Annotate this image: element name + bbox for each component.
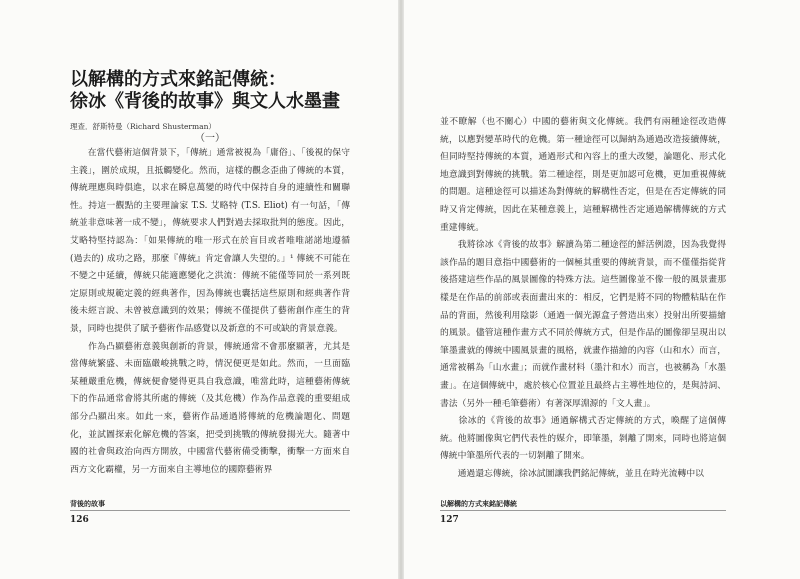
chapter-title-line-1: 以解構的方式來銘記傳統：: [70, 69, 286, 90]
section-heading: （一）: [195, 133, 225, 144]
paragraph: 徐冰的《背後的故事》通過解構式否定傳統的方式，喚醒了這個傳統。他將圖像與它們代表性的媒介，即筆墨，剝離了開來，同時也將這個傳統中筆墨所代表的一切剝離了開來。: [440, 416, 726, 462]
running-footer: 背後的故事: [70, 499, 105, 508]
author-line: 理查．舒斯特曼（Richard Shusterman）: [70, 122, 216, 131]
chapter-title-line-2: 徐冰《背後的故事》與文人水墨畫: [70, 91, 340, 112]
page-number: 127: [440, 515, 459, 525]
paragraph: 通過還忘傳統，徐冰試圖讓我們銘記傳統，並且在時光流轉中以: [440, 468, 704, 479]
left-page: [0, 0, 398, 579]
paragraph: 作為凸顯藝術意義與創新的背景，傳統通常不會那麼顯著，尤其是當傳統繁盛、未面臨嚴峻挑戰之時，情況便更是如此。然而，一旦面臨某種嚴重危機，傳統便會變得更具自我意識，唯當此時，這種藝術傳統下的作品通常會將其所處的傳統（及其危機）作為作品意義的重要組成部分凸顯出來。如此一來，藝術作品通過將傳統的危機論題化、問題化，並試圖探索化解危機的答案，把受到挑戰的傳統發揚光大。隨著中國的社會與政治向西方開放，中國當代藝術備受衝擊，衝擊一方面來自西方文化霸權，另一方面來自主導地位的國際藝術界: [70, 341, 350, 475]
running-footer: 以解構的方式來銘記傳統: [440, 499, 517, 508]
left-body-text: [70, 145, 353, 479]
footer-rule: [70, 510, 350, 511]
paragraph: 並不瞭解（也不關心）中國的藝術與文化傳統。我們有兩種途徑改造傳統，以應對變革時代的危機。第一種途徑可以歸納為通過改造接續傳統，但同時堅持傳統的本質，通過形式和內容上的重大改變，論題化、形式化地意識到對傳統的挑戰。第二種途徑，則是更加認可危機，更加重視傳統的問題。這種途徑可以描述為對傳統的解構性否定，但是在否定傳統的同時又肯定傳統，因此在某種意義上，這種解構性否定通過解構傳統的方式重建傳統。: [440, 117, 726, 233]
page-number: 126: [70, 515, 89, 525]
right-body-text: [440, 114, 726, 483]
paragraph: 在當代藝術這個背景下，「傳統」通常被視為「庸俗」、「後視的保守主義」，圍於成規，且抵觸變化。然而，這樣的觀念歪曲了傳統的本質，傳統理應與時俱進，以求在瞬息萬變的時代中保持自身的連續性和關聯性。持這一觀點的主要理論家 T.S. 艾略特 (T.S. Eliot) 有一句話，「傳統並非意味著一成不變」，傳統要求人們對過去採取批判的態度。因此，艾略特堅持認為：「如果傳統的唯一形式在於盲目或者唯唯諾諾地遵循 (過去的) 成功之路，那麼『傳統』肯定會讓人失望的。」¹ 傳統不可能在不變之中延續，傳統只能適應變化之洪流：傳統不能僅等同於一系列既定原則或規範定義的經典著作，因為傳統也囊括這些原則和經典著作背後未經言說、未曾被意識到的效果；傳統不僅提供了藝術創作產生的背景，同時也提供了賦予藝術作品感覺以及新意的不可或缺的背景意義。: [70, 148, 353, 334]
right-page: [404, 0, 800, 579]
paragraph: 我將徐冰《背後的故事》解讀為第二種途徑的鮮活例證，因為我覺得該作品的題目意指中國藝術的一個極其重要的傳統背景，而不僅僅指從背後搭建這些作品的風景圖像的特殊方法。這些圖像並不像一般的風景畫那樣是在作品的前部或表面畫出來的：相反，它們是將不同的物體粘貼在作品的背面，然後利用陰影（通過一個光源盒子營造出來）投射出所要描繪的風景。儘管這種作畫方式不同於傳統方式，但是作品的圖像卻呈現出以筆墨畫就的傳統中國風景畫的風格，就畫作描繪的內容（山和水）而言，通常被稱為「山水畫」；而就作畫材料（墨汁和水）而言，也被稱為「水墨畫」。在這個傳統中，處於核心位置並且最終占主導性地位的，是與詩詞、書法（另外一種毛筆藝術）有著深厚淵源的「文人畫」。: [440, 240, 726, 409]
footer-rule: [440, 510, 726, 511]
